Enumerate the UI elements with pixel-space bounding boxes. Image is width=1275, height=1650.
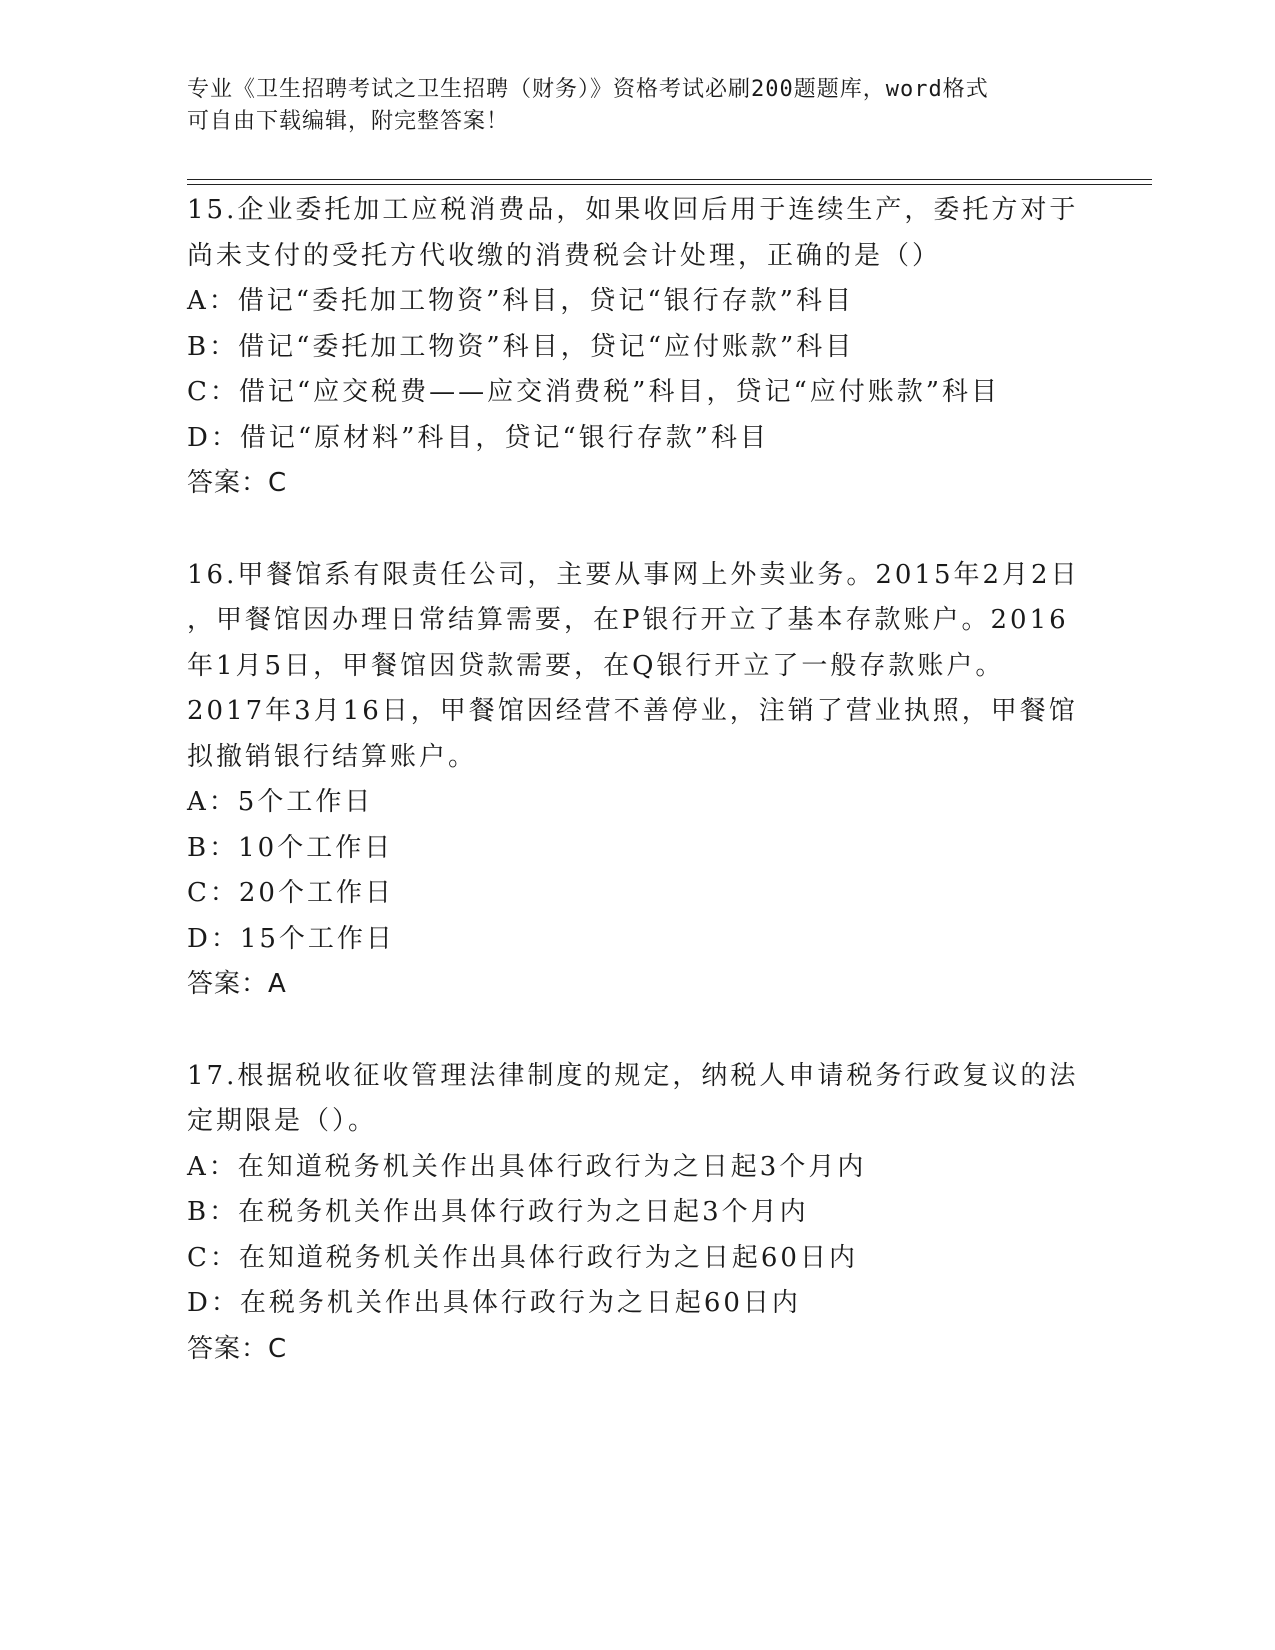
answer-line: 答案：A [187, 969, 287, 999]
answer-line: 答案：C [187, 468, 288, 498]
answer-line: 答案：C [187, 1333, 288, 1364]
stem-line: 年1月5日，甲餐馆因贷款需要，在Q银行开立了一般存款账户。 [187, 650, 1005, 681]
option-d: D：15个工作日 [187, 923, 395, 954]
header-line: 专业《卫生招聘考试之卫生招聘（财务）》资格考试必刷200题题库，word格式 [187, 77, 989, 102]
header-line: 可自由下载编辑，附完整答案！ [187, 109, 510, 134]
stem-line: 16.甲餐馆系有限责任公司，主要从事网上外卖业务。2015年2月2日 [187, 559, 1080, 590]
option-a: A：在知道税务机关作出具体行政行为之日起3个月内 [187, 1151, 867, 1182]
question-17 [187, 1054, 1107, 1373]
question-list [187, 188, 1107, 1372]
option-d: D：在税务机关作出具体行政行为之日起60日内 [187, 1288, 801, 1318]
option-c: C：在知道税务机关作出具体行政行为之日起60日内 [187, 1242, 858, 1273]
stem-line: 17.根据税收征收管理法律制度的规定，纳税人申请税务行政复议的法 [187, 1060, 1079, 1091]
option-a: A：借记“委托加工物资”科目，贷记“银行存款”科目 [187, 286, 854, 316]
question-stem [187, 188, 1107, 279]
question-spacer [187, 1008, 1107, 1054]
option-c: C：借记“应交税费——应交消费税”科目，贷记“应付账款”科目 [187, 377, 1001, 407]
option-b: B：在税务机关作出具体行政行为之日起3个月内 [187, 1197, 809, 1227]
stem-line: 尚未支付的受托方代收缴的消费税会计处理，正确的是（） [187, 240, 942, 271]
option-b: B：10个工作日 [187, 832, 394, 863]
stem-line: ，甲餐馆因办理日常结算需要，在P银行开立了基本存款账户。2016 [187, 605, 1069, 635]
option-c: C：20个工作日 [187, 878, 394, 908]
question-stem [187, 1054, 1107, 1145]
question-16 [187, 553, 1107, 1008]
stem-line: 定期限是（）。 [187, 1106, 378, 1136]
option-a: A：5个工作日 [187, 787, 374, 817]
header-divider-top [187, 179, 1152, 180]
stem-line: 拟撤销银行结算账户。 [187, 741, 478, 772]
stem-line: 15.企业委托加工应税消费品，如果收回后用于连续生产，委托方对于 [187, 195, 1079, 225]
question-stem [187, 553, 1107, 781]
header-divider-bottom [187, 184, 1152, 185]
question-15 [187, 188, 1107, 507]
option-d: D：借记“原材料”科目，贷记“银行存款”科目 [187, 422, 770, 453]
option-b: B：借记“委托加工物资”科目，贷记“应付账款”科目 [187, 331, 855, 362]
stem-line: 2017年3月16日，甲餐馆因经营不善停业，注销了营业执照，甲餐馆 [187, 696, 1078, 726]
document-header [187, 74, 1087, 138]
question-spacer [187, 507, 1107, 553]
